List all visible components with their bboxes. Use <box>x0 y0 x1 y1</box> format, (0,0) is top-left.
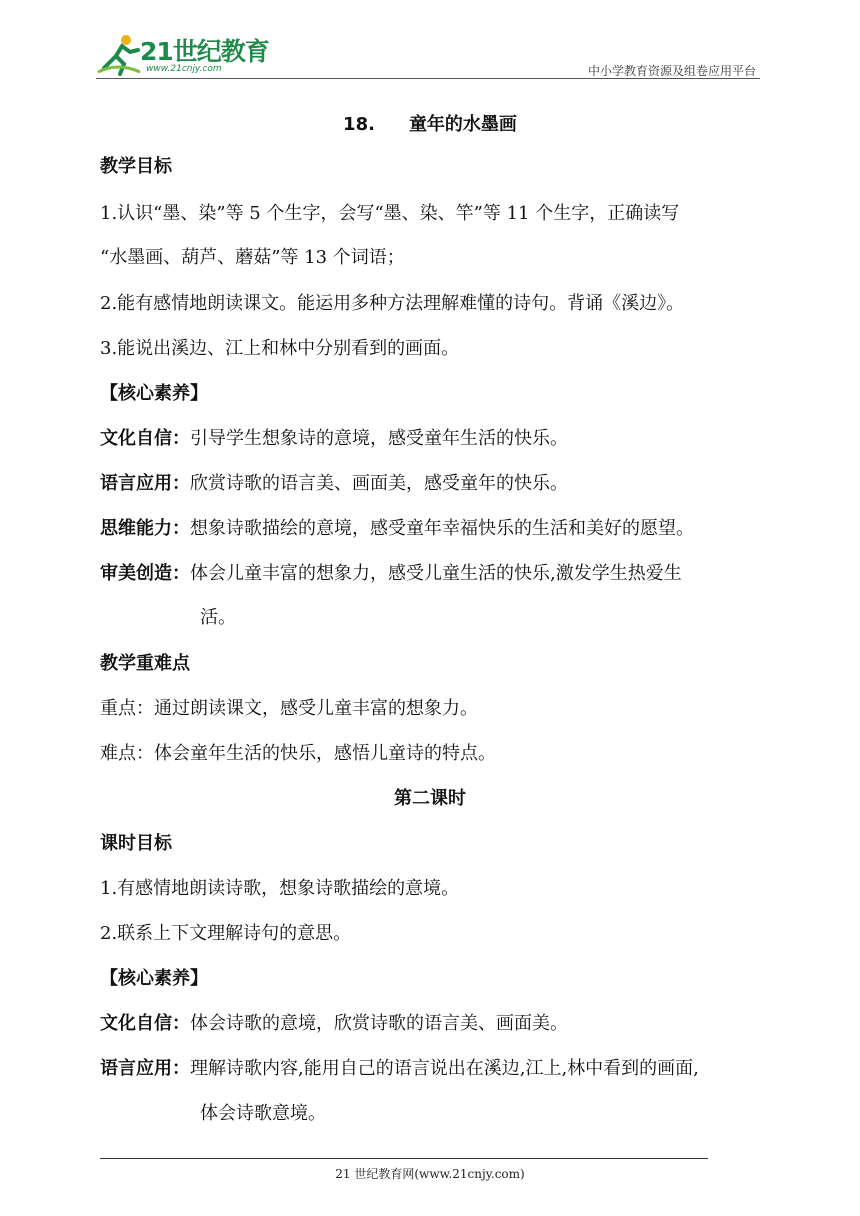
key-point-difficulty: 难点：体会童年生活的快乐，感悟儿童诗的特点。 <box>100 743 496 764</box>
goal-3: 3.能说出溪边、江上和林中分别看到的画面。 <box>100 338 460 359</box>
core1-aesthetic-text-1: 体会儿童丰富的想象力，感受儿童生活的快乐,激发学生热爱生 <box>190 563 682 584</box>
goal-1-line-1: 1.认识“墨、染”等 5 个生字，会写“墨、染、竿”等 11 个生字，正确读写 <box>100 203 680 224</box>
site-logo <box>96 30 296 80</box>
lesson-number: 18. <box>343 114 375 135</box>
platform-name: 中小学教育资源及组卷应用平台 <box>587 64 756 78</box>
core1-thinking <box>100 517 694 541</box>
key-points-heading: 教学重难点 <box>100 653 190 674</box>
core2-language <box>100 1057 699 1081</box>
lesson-goals-heading: 课时目标 <box>100 833 172 854</box>
core1-culture-text: 引导学生想象诗的意境，感受童年生活的快乐。 <box>190 428 568 449</box>
core2-culture-text: 体会诗歌的意境，欣赏诗歌的语言美、画面美。 <box>190 1013 568 1034</box>
core1-language-text: 欣赏诗歌的语言美、画面美，感受童年的快乐。 <box>190 473 568 494</box>
lesson-title <box>0 110 860 136</box>
goal-2: 2.能有感情地朗读课文。能运用多种方法理解难懂的诗句。背诵《溪边》。 <box>100 293 685 314</box>
core1-thinking-text: 想象诗歌描绘的意境，感受童年幸福快乐的生活和美好的愿望。 <box>190 518 694 539</box>
core1-language <box>100 472 568 496</box>
key-point-focus: 重点：通过朗读课文，感受儿童丰富的想象力。 <box>100 698 478 719</box>
logo-text: 21世纪教育 <box>140 37 269 66</box>
core1-culture <box>100 427 568 451</box>
core1-aesthetic <box>100 562 682 586</box>
core1-thinking-label: 思维能力： <box>100 518 190 539</box>
header-divider <box>96 78 760 79</box>
lesson-title-text: 童年的水墨画 <box>408 114 517 135</box>
lesson-goal-2: 2.联系上下文理解诗句的意思。 <box>100 923 352 944</box>
second-lesson-title: 第二课时 <box>394 788 466 809</box>
teaching-goals-heading: 教学目标 <box>100 156 172 177</box>
core1-language-label: 语言应用： <box>100 473 190 494</box>
logo-url: www.21cnjy.com <box>146 64 222 74</box>
core1-culture-label: 文化自信： <box>100 428 190 449</box>
core2-culture <box>100 1012 568 1036</box>
core-literacy-heading-1: 【核心素养】 <box>100 383 208 404</box>
core2-language-text-2: 体会诗歌意境。 <box>200 1103 326 1124</box>
page-footer: 21 世纪教育网(www.21cnjy.com) <box>335 1167 525 1181</box>
core1-aesthetic-label: 审美创造： <box>100 563 190 584</box>
lesson-goal-1: 1.有感情地朗读诗歌，想象诗歌描绘的意境。 <box>100 878 460 899</box>
footer-divider <box>100 1158 708 1159</box>
goal-1-line-2: “水墨画、葫芦、蘑菇”等 13 个词语； <box>100 247 405 268</box>
core2-language-text-1: 理解诗歌内容,能用自己的语言说出在溪边,江上,林中看到的画面, <box>190 1058 699 1079</box>
core-literacy-heading-2: 【核心素养】 <box>100 968 208 989</box>
runner-logo-icon <box>96 32 142 78</box>
core2-culture-label: 文化自信： <box>100 1013 190 1034</box>
page-header <box>96 30 760 80</box>
core2-language-label: 语言应用： <box>100 1058 190 1079</box>
core1-aesthetic-text-2: 活。 <box>200 607 236 628</box>
